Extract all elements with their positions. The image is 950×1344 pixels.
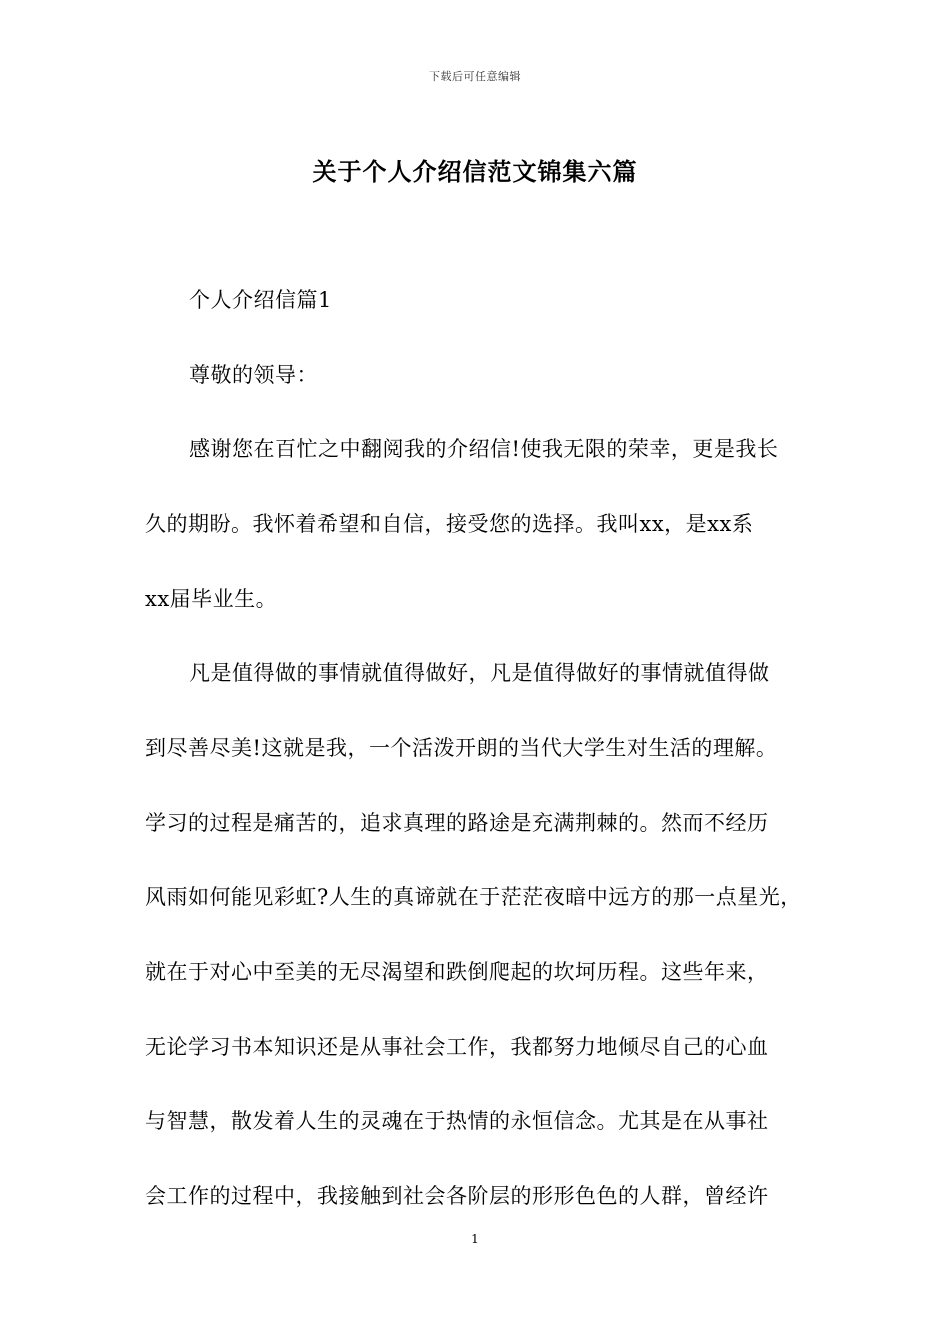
body-line: 会工作的过程中，我接触到社会各阶层的形形色色的人群，曾经许 [145, 1184, 769, 1208]
body-line: 久的期盼。我怀着希望和自信，接受您的选择。我叫xx，是xx系 [145, 512, 754, 536]
body-line: 与智慧，散发着人生的灵魂在于热情的永恒信念。尤其是在从事社 [145, 1109, 769, 1133]
body-line: 学习的过程是痛苦的，追求真理的路途是充满荆棘的。然而不经历 [145, 811, 769, 835]
document-title: 关于个人介绍信范文锦集六篇 [312, 157, 638, 186]
body-line: xx届毕业生。 [145, 587, 278, 611]
salutation: 尊敬的领导： [189, 363, 318, 387]
body-line: 到尽善尽美!这就是我，一个活泼开朗的当代大学生对生活的理解。 [145, 736, 778, 760]
page-number: 1 [471, 1232, 479, 1246]
section-heading: 个人介绍信篇1 [189, 288, 332, 312]
header-note: 下载后可任意编辑 [429, 70, 521, 83]
body-line: 无论学习书本知识还是从事社会工作，我都努力地倾尽自己的心血 [145, 1035, 769, 1059]
body-line: 风雨如何能见彩虹?人生的真谛就在于茫茫夜暗中远方的那一点星光， [145, 885, 802, 909]
body-line: 感谢您在百忙之中翻阅我的介绍信!使我无限的荣幸，更是我长 [189, 437, 779, 461]
body-line: 就在于对心中至美的无尽渴望和跌倒爬起的坎坷历程。这些年来， [145, 960, 769, 984]
body-line: 凡是值得做的事情就值得做好，凡是值得做好的事情就值得做 [189, 661, 770, 685]
